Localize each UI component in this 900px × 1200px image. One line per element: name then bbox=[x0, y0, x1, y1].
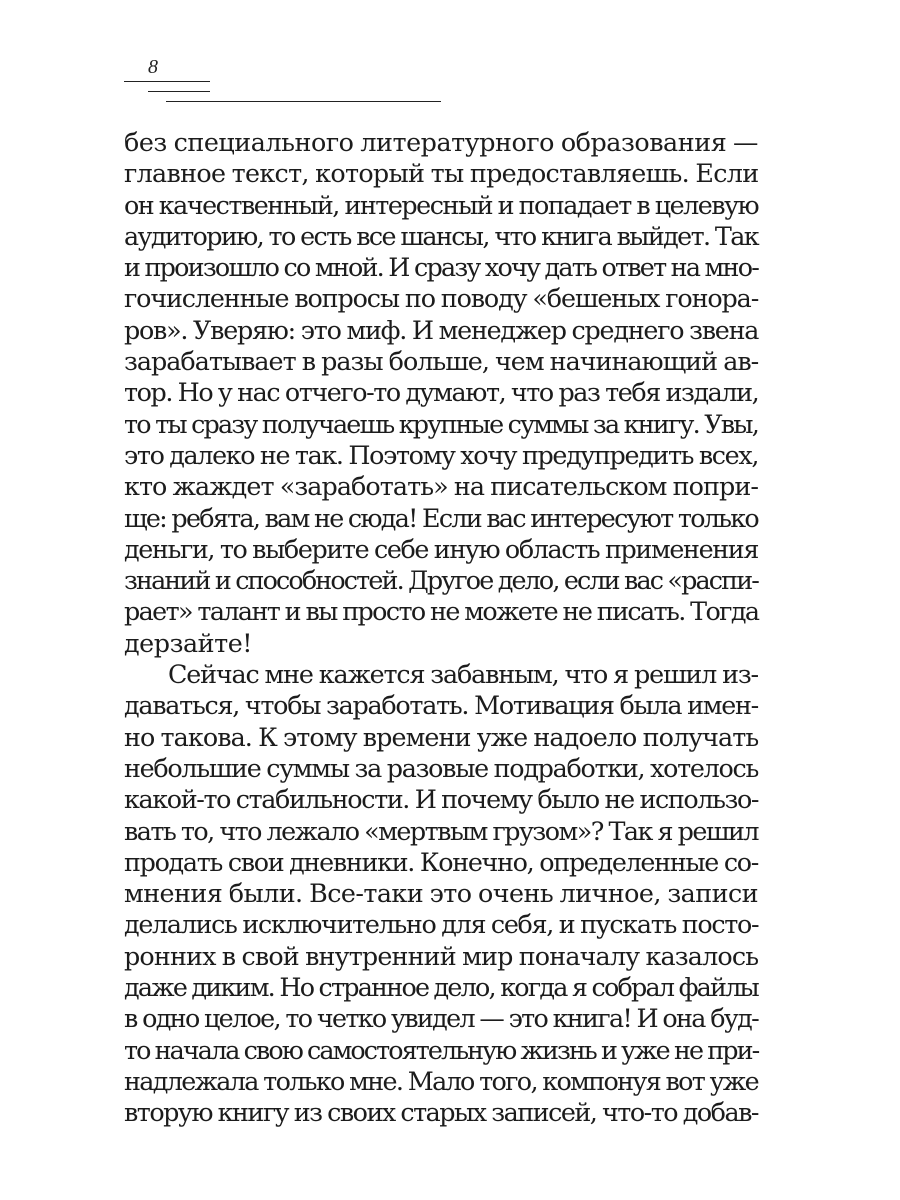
text-line: зарабатывает в разы больше, чем начинающий ав- bbox=[124, 346, 759, 377]
text-line: он качественный, интересный и попадает в целевую bbox=[124, 189, 759, 220]
page-number: 8 bbox=[148, 56, 158, 78]
text-line: гочисленные вопросы по поводу «бешеных гонора- bbox=[124, 283, 759, 314]
text-line: то ты сразу получаешь крупные суммы за книгу. Увы, bbox=[124, 408, 758, 439]
text-line: ронних в свой внутренний мир поначалу казалось bbox=[124, 940, 759, 971]
text-line: тор. Но у нас отчего-то думают, что раз тебя издали, bbox=[124, 377, 759, 408]
text-line: ров». Уверяю: это миф. И менеджер среднего звена bbox=[124, 314, 759, 345]
text-line: ще: ребята, вам не сюда! Если вас интересуют только bbox=[124, 502, 758, 533]
text-line: и произошло со мной. И сразу хочу дать ответ на мно- bbox=[124, 252, 759, 283]
text-line: небольшие суммы за разовые подработки, хотелось bbox=[124, 752, 758, 783]
text-line: это далеко не так. Поэтому хочу предупредить всех, bbox=[124, 439, 759, 470]
header-rule-long bbox=[166, 101, 441, 102]
header-rule-middle bbox=[148, 91, 210, 92]
text-line: вторую книгу из своих старых записей, что-то добав- bbox=[124, 1097, 758, 1128]
text-line: в одно целое, то четко увидел — это книга! И она буд- bbox=[124, 1003, 758, 1034]
text-line: знаний и способностей. Другое дело, если вас «распи- bbox=[124, 565, 758, 596]
text-line: мнения были. Все-таки это очень личное, записи bbox=[124, 878, 758, 909]
text-line: главное текст, который ты предоставляешь. Если bbox=[124, 158, 759, 189]
text-line: но такова. К этому времени уже надоело получать bbox=[124, 721, 759, 752]
body-text bbox=[124, 127, 758, 1129]
header-rule-top bbox=[124, 81, 210, 82]
text-line: даваться, чтобы заработать. Мотивация была имен- bbox=[124, 690, 758, 721]
text-line: то начала свою самостоятельную жизнь и уже не при- bbox=[124, 1034, 759, 1065]
text-line: вать то, что лежало «мертвым грузом»? Так я решил bbox=[124, 815, 758, 846]
text-line: аудиторию, то есть все шансы, что книга выйдет. Так bbox=[124, 220, 758, 251]
paragraph-1 bbox=[124, 127, 758, 659]
text-line: дерзайте! bbox=[124, 627, 253, 658]
text-line: деньги, то выберите себе иную область применения bbox=[124, 533, 758, 564]
text-line: Сейчас мне кажется забавным, что я решил из- bbox=[168, 659, 758, 690]
paragraph-2 bbox=[124, 659, 758, 1128]
text-line: делались исключительно для себя, и пускать посто- bbox=[124, 909, 759, 940]
text-line: без специального литературного образования — bbox=[124, 127, 758, 157]
text-line: кто жаждет «заработать» на писательском попри- bbox=[124, 471, 758, 502]
text-line: даже диким. Но странное дело, когда я собрал файлы bbox=[124, 972, 758, 1003]
text-line: продать свои дневники. Конечно, определенные со- bbox=[124, 846, 758, 877]
text-line: какой-то стабильности. И почему было не использо- bbox=[124, 784, 759, 815]
text-line: надлежала только мне. Мало того, компонуя вот уже bbox=[124, 1065, 758, 1096]
text-line: рает» талант и вы просто не можете не писать. Тогда bbox=[124, 596, 759, 627]
